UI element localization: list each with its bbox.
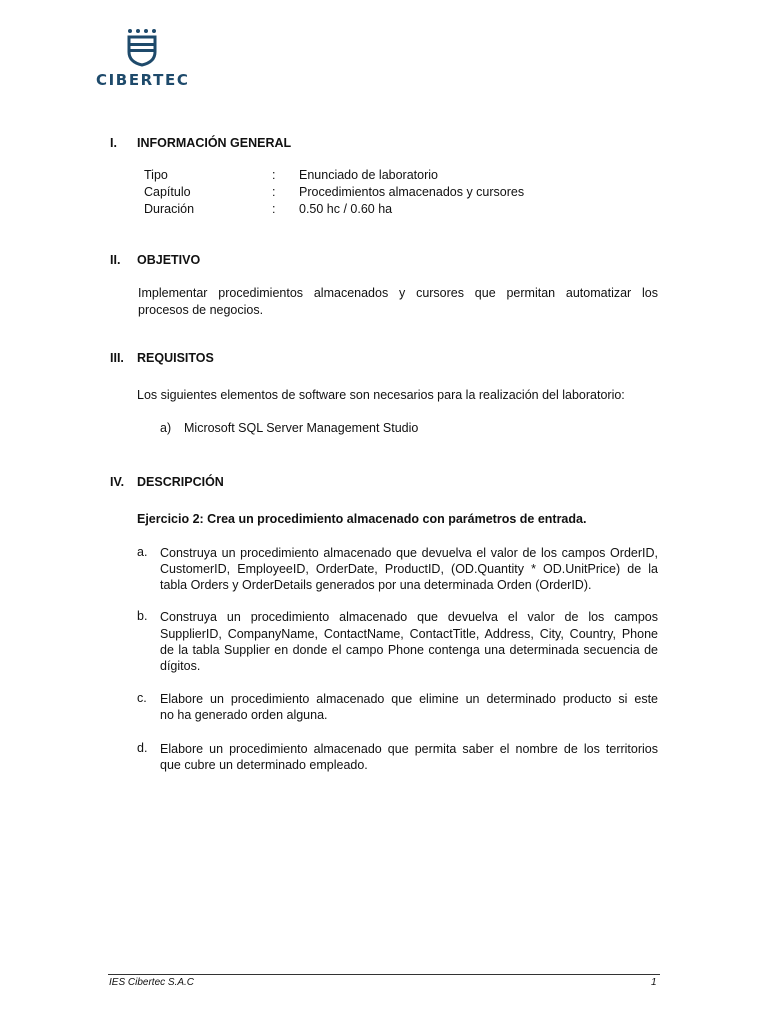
- objetivo-line-1: Implementar procedimientos almacenados y cursores que permitan automatizar los: [138, 286, 658, 300]
- footer-company: IES Cibertec S.A.C: [109, 977, 195, 988]
- section-title-descripcion: DESCRIPCIÓN: [137, 475, 224, 489]
- section-number: II.: [110, 253, 121, 267]
- info-colon: :: [272, 185, 276, 199]
- info-colon: :: [272, 168, 276, 182]
- info-value: Procedimientos almacenados y cursores: [299, 185, 525, 199]
- section-title-informacion-general: INFORMACIÓN GENERAL: [137, 136, 292, 150]
- requisitos-item-letter: a): [160, 421, 172, 435]
- footer-divider: [108, 974, 660, 975]
- info-value: 0.50 hc / 0.60 ha: [299, 202, 393, 216]
- objetivo-line-2: procesos de negocios.: [138, 303, 264, 317]
- requisitos-intro: Los siguientes elementos de software son necesarios para la realización del laboratorio:: [137, 388, 625, 402]
- item-a-line-2: CustomerID, EmployeeID, OrderDate, ProductID, (OD.Quantity * OD.UnitPrice) de la: [160, 562, 658, 576]
- info-row-duracion: [144, 202, 624, 219]
- item-b-line-4: dígitos.: [160, 659, 201, 673]
- section-number: IV.: [110, 475, 125, 489]
- ejercicio-title: Ejercicio 2: Crea un procedimiento almacenado con parámetros de entrada.: [137, 512, 587, 526]
- item-b-line-1: Construya un procedimiento almacenado que devuelva el valor de los campos: [160, 610, 658, 624]
- item-a-line-3: tabla Orders y OrderDetails generados por una determinada Orden (OrderID).: [160, 578, 592, 592]
- info-row-tipo: [144, 168, 624, 185]
- info-label: Capítulo: [144, 185, 191, 199]
- logo-text: CIBERTEC: [96, 71, 190, 89]
- info-label: Duración: [144, 202, 195, 216]
- item-c-line-2: no ha generado orden alguna.: [160, 708, 328, 722]
- section-title-requisitos: REQUISITOS: [137, 351, 214, 365]
- item-d-line-2: que cubre un determinado empleado.: [160, 758, 368, 772]
- info-value: Enunciado de laboratorio: [299, 168, 438, 182]
- item-letter: a.: [137, 545, 148, 559]
- item-letter: c.: [137, 691, 147, 705]
- info-row-capitulo: [144, 185, 624, 202]
- section-title-objetivo: OBJETIVO: [137, 253, 201, 267]
- shield-icon: [126, 28, 158, 68]
- requisitos-item-text: Microsoft SQL Server Management Studio: [184, 421, 419, 435]
- item-b-line-3: de la tabla Supplier en donde el campo Phone contenga una determinada secuencia de: [160, 643, 658, 657]
- section-number: III.: [110, 351, 124, 365]
- item-c-line-1: Elabore un procedimiento almacenado que elimine un determinado producto si este: [160, 692, 658, 706]
- item-a-line-1: Construya un procedimiento almacenado que devuelva el valor de los campos OrderID,: [160, 546, 658, 560]
- item-letter: d.: [137, 741, 148, 755]
- item-letter: b.: [137, 609, 148, 623]
- cibertec-logo: [96, 28, 188, 92]
- section-number: I.: [110, 136, 117, 150]
- item-b-line-2: SupplierID, CompanyName, ContactName, ContactTitle, Address, City, Country, Phone: [160, 627, 658, 641]
- info-colon: :: [272, 202, 276, 216]
- page-number: 1: [651, 977, 657, 988]
- info-label: Tipo: [144, 168, 168, 182]
- item-d-line-1: Elabore un procedimiento almacenado que permita saber el nombre de los territorios: [160, 742, 658, 756]
